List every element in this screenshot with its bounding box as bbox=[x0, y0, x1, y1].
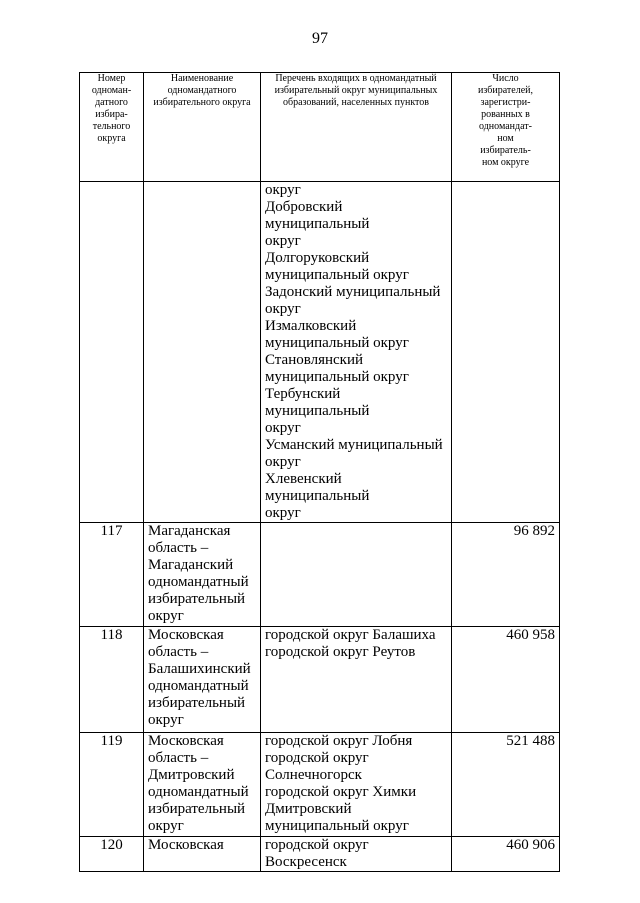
districts-table bbox=[79, 72, 560, 872]
district-number: 119 bbox=[80, 733, 144, 837]
district-name: Магаданская область – Магаданский одномандатный избирательный округ bbox=[144, 523, 261, 627]
municipalities-list: округ Добровский муниципальный округ Долгоруковский муниципальный округ Задонский муниципальный округ Измалковский муниципальный округ Становлянский муниципальный округ Тербунский муниципальный округ Усманский муниципальный округ Хлевенский муниципальный округ bbox=[261, 182, 452, 523]
table-row bbox=[80, 837, 560, 872]
municipalities-list: городской округ Воскресенск bbox=[261, 837, 452, 872]
voter-count bbox=[452, 182, 560, 523]
district-number: 120 bbox=[80, 837, 144, 872]
district-name bbox=[144, 182, 261, 523]
district-number: 117 bbox=[80, 523, 144, 627]
voter-count: 521 488 bbox=[452, 733, 560, 837]
page-number: 97 bbox=[312, 30, 328, 47]
voter-count: 96 892 bbox=[452, 523, 560, 627]
voter-count: 460 958 bbox=[452, 627, 560, 733]
header-district-name: Наименование одномандатного избирательного округа bbox=[144, 73, 261, 182]
municipalities-list: городской округ Лобня городской округ Солнечногорск городской округ Химки Дмитровский муниципальный округ bbox=[261, 733, 452, 837]
municipalities-list: городской округ Балашиха городской округ Реутов bbox=[261, 627, 452, 733]
district-name: Московская область – Балашихинский одномандатный избирательный округ bbox=[144, 627, 261, 733]
header-municipalities: Перечень входящих в одномандатный избирательный округ муниципальных образований, населенных пунктов bbox=[261, 73, 452, 182]
district-number: 118 bbox=[80, 627, 144, 733]
table-header-row bbox=[80, 73, 560, 182]
header-voters: Число избирателей, зарегистри- рованных в одномандат- ном избиратель- ном округе bbox=[452, 73, 560, 182]
voter-count: 460 906 bbox=[452, 837, 560, 872]
district-name: Московская bbox=[144, 837, 261, 872]
table-row bbox=[80, 523, 560, 627]
district-number bbox=[80, 182, 144, 523]
municipalities-list bbox=[261, 523, 452, 627]
table-row bbox=[80, 733, 560, 837]
table-row bbox=[80, 182, 560, 523]
header-district-number: Номер одноман- датного избира- тельного округа bbox=[80, 73, 144, 182]
district-name: Московская область – Дмитровский одномандатный избирательный округ bbox=[144, 733, 261, 837]
table-row bbox=[80, 627, 560, 733]
